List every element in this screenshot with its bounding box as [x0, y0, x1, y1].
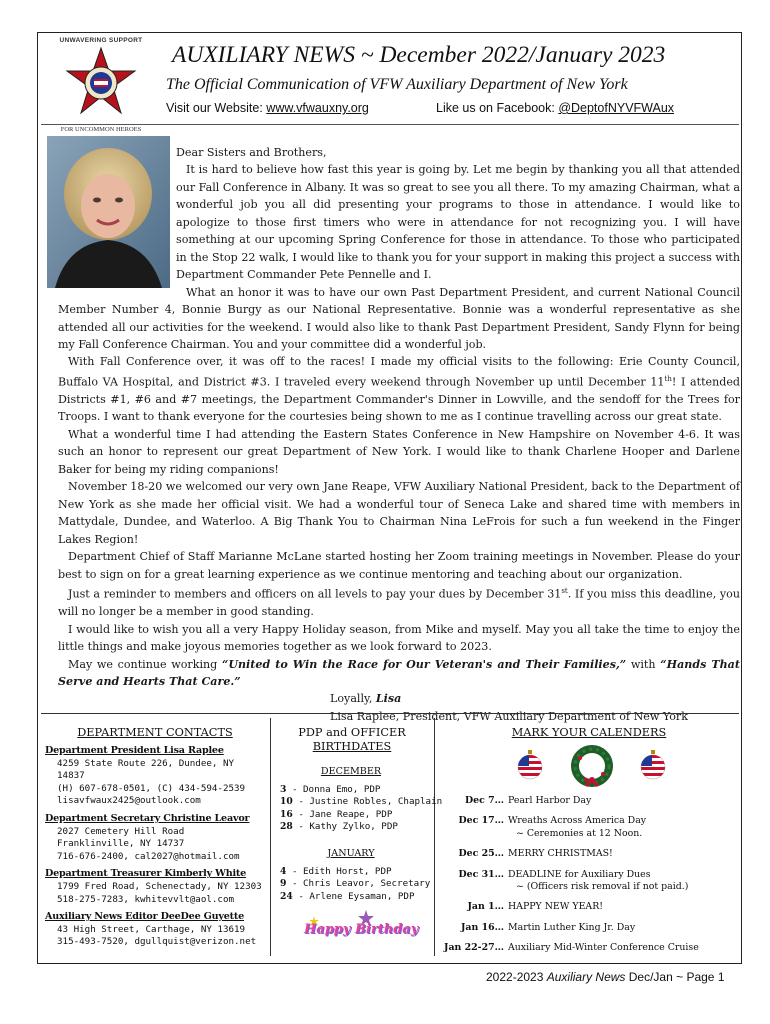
- calendar-date: Dec 17…: [458, 815, 504, 827]
- letter-paragraph-9: May we continue working “United to Win the Race for Our Veteran's and Their Families,” with “Hands That Serve and Hearts That Care.”: [58, 657, 740, 688]
- contact-line: lisavfwaux2425@outlook.com: [57, 795, 201, 807]
- contact-line: Franklinville, NY 14737: [57, 838, 185, 850]
- contact-line: 518-275-7283, kwhitevvlt@aol.com: [57, 893, 235, 905]
- letter-paragraph-6: Department Chief of Staff Marianne McLane started hosting her Zoom training meetings in November. Please do your best to sign on for a great learning experience as we continue mentoring and teaching about our organization.: [58, 550, 740, 581]
- calendar-item: [440, 848, 740, 860]
- calendar-date: Dec 25…: [458, 848, 504, 860]
- contact-block: [45, 868, 267, 906]
- header-divider: [41, 124, 739, 125]
- logo-bottom-text: FOR UNCOMMON HEROES: [60, 126, 142, 133]
- president-letter: [58, 144, 740, 725]
- calendar-date: Dec 31…: [458, 868, 504, 880]
- contacts-list: [45, 745, 267, 954]
- letter-salutation: Dear Sisters and Brothers,: [176, 146, 327, 159]
- contact-name: Department Secretary Christine Leavor: [45, 812, 250, 824]
- flag-ornament-icon: [517, 750, 543, 784]
- newsletter-subtitle: The Official Communication of VFW Auxiliary Department of New York: [166, 76, 628, 93]
- birthday-month: DECEMBER: [320, 766, 382, 777]
- page-footer: 2022-2023 Auxiliary News Dec/Jan ~ Page 1: [486, 970, 725, 984]
- christmas-wreath-icon: [570, 744, 614, 792]
- birthday-row: 4 - Edith Horst, PDP: [280, 865, 392, 877]
- letter-paragraph-1: It is hard to believe how fast this year is going by. Let me begin by thanking you all that attended our Fall Conference in Albany. It was so great to see you all there. To my amazing Chairman, what a wonderful job you all did presenting your programs to those in attendance. I would like to apologize to those first timers who were in attendance for not recognizing you. I will have something at our upcoming Spring Conference for those in attendance. To those who participated in the Stop 22 walk, I would like to thank you for your support in making this project a success with Department Commander Pete Pennelle and I.: [176, 163, 740, 282]
- birthdays-list: [276, 766, 443, 903]
- birthday-row: 16 - Jane Reape, PDP: [280, 808, 393, 820]
- calendar-event: Martin Luther King Jr. Day: [508, 921, 636, 933]
- calendar-item: [440, 942, 740, 954]
- newsletter-title: AUXILIARY NEWS ~ December 2022/January 2023: [172, 42, 666, 68]
- calendar-event: Auxiliary Mid-Winter Conference Cruise: [508, 942, 699, 954]
- calendar-event: HAPPY NEW YEAR!: [508, 901, 604, 913]
- calendar-event: Wreaths Across America Day: [508, 815, 647, 827]
- birthday-row: 9 - Chris Leavor, Secretary: [280, 878, 431, 890]
- birthday-row: 10 - Justine Robles, Chaplain: [280, 796, 443, 808]
- website-link[interactable]: www.vfwauxny.org: [266, 101, 369, 115]
- letter-paragraph-8: I would like to wish you all a very Happy Holiday season, from Mike and myself. May you all take the time to enjoy the little things and make joyous memories together as we look forward to 2023.: [58, 622, 740, 654]
- calendar-event-note: ~ Ceremonies at 12 Noon.: [516, 827, 643, 839]
- contact-block: [45, 745, 267, 808]
- facebook-link[interactable]: @DeptofNYVFWAux: [558, 101, 675, 115]
- letter-signoff: Lisa Raplee, President, VFW Auxiliary Department of New York: [330, 709, 688, 723]
- calendar-date: Jan 22-27…: [444, 942, 504, 954]
- contact-line: 315-493-7520, dgullquist@verizon.net: [57, 936, 257, 948]
- calendar-heading: MARK YOUR CALENDERS: [511, 726, 667, 739]
- contact-line: 43 High Street, Carthage, NY 13619: [57, 923, 246, 935]
- letter-closing: Loyally, Lisa: [330, 692, 402, 706]
- calendar-item: [440, 922, 740, 934]
- contact-name: Department President Lisa Raplee: [45, 745, 224, 756]
- letter-paragraph-5: November 18-20 we welcomed our very own Jane Reape, VFW Auxiliary National President, back to the Department of New York as she made her official visit. We had a wonderful tour of Seneca Lake and shared time with members in Mattydale, Dundee, and Waterloo. A Big Thank You to Chairman Nina LeFrois for such a fun weekend in the Finger Lakes Region!: [58, 480, 740, 546]
- calendar-item: [440, 901, 740, 913]
- letter-paragraph-2: What an honor it was to have our own Past Department President, and current National Council Member Number 4, Bonnie Burgy as our National Representative. Bonnie was a wonderful representative as she attended all our activities for the weekend. I would also like to thank Past Department President, Sandy Flynn for being my Fall Conference Chairman. You and your committee did a wonderful job.: [58, 285, 740, 351]
- calendar-date: Dec 7…: [465, 795, 504, 806]
- contact-line: (H) 607-678-0501, (C) 434-594-2539: [57, 782, 246, 794]
- calendar-event: MERRY CHRISTMAS!: [508, 848, 613, 860]
- logo-top-text: UNWAVERING SUPPORT: [59, 37, 143, 44]
- calendar-item: [440, 869, 740, 894]
- contact-name: Auxiliary News Editor DeeDee Guyette: [45, 911, 245, 923]
- calendar-item: [440, 815, 740, 840]
- facebook-label: Like us on Facebook:: [436, 101, 555, 115]
- letter-paragraph-7: Just a reminder to members and officers on all levels to pay your dues by December 31st. If you miss this deadline, you will no longer be a member in good standing.: [58, 587, 740, 619]
- website-label: Visit our Website:: [166, 101, 263, 115]
- letter-paragraph-3: With Fall Conference over, it was off to the races! I made my official visits to the following: Erie County Council, Buffalo VA Hospital, and District #3. I traveled every weekend through November up until December 11th! I attended Districts #1, #6 and #7 meetings, the Department Commander's Dinner in Lowville, and the sendoff for the Trees for Troops. I want to thank everyone for the courtesies being shown to me as I continue travelling across our great state.: [58, 355, 741, 424]
- section-divider: [41, 713, 739, 714]
- contact-line: 4259 State Route 226, Dundee, NY 14837: [57, 757, 235, 782]
- calendar-date: Jan 16…: [460, 921, 504, 933]
- calendar-event-note: ~ (Officers risk removal if not paid.): [516, 881, 689, 893]
- contact-line: 716-676-2400, cal2027@hotmail.com: [57, 850, 240, 862]
- flag-ornament-icon: [640, 750, 666, 784]
- calendar-event: DEADLINE for Auxiliary Dues: [508, 868, 651, 880]
- calendar-event: Pearl Harbor Day: [508, 795, 592, 806]
- facebook-line: [436, 101, 674, 115]
- calendar-date: Jan 1…: [467, 901, 504, 913]
- contact-name: Department Treasurer Kimberly White: [45, 868, 247, 880]
- letter-paragraph-4: What a wonderful time I had attending the Eastern States Conference in New Hampshire on November 4-6. It was such an honor to represent our great Department of New York. I would like to thank Charlene Hooper and Darlene Baker for being my riding companions!: [58, 427, 740, 476]
- birthday-row: 28 - Kathy Zylko, PDP: [280, 821, 398, 833]
- column-divider-2: [434, 718, 435, 956]
- contact-block: [45, 813, 267, 863]
- contacts-heading: DEPARTMENT CONTACTS: [77, 726, 233, 739]
- website-line: [166, 101, 369, 115]
- contact-line: 1799 Fred Road, Schenectady, NY 12303: [57, 880, 262, 892]
- column-divider-1: [270, 718, 271, 956]
- happy-birthday-graphic: Happy Birthday: [300, 908, 410, 948]
- vfw-auxiliary-logo: [45, 37, 157, 133]
- calendar-item: [440, 795, 740, 807]
- birthdays-heading: PDP and OFFICER BIRTHDATES: [298, 726, 406, 753]
- calendar-list: [440, 795, 740, 963]
- birthday-row: 3 - Donna Emo, PDP: [280, 783, 381, 795]
- contact-block: [45, 911, 267, 949]
- contact-line: 2027 Cemetery Hill Road: [57, 825, 185, 837]
- birthday-row: 24 - Arlene Eysaman, PDP: [280, 890, 415, 902]
- vfw-emblem-icon: [64, 46, 138, 120]
- signature: Lisa: [375, 692, 402, 706]
- birthday-month: JANUARY: [327, 847, 375, 859]
